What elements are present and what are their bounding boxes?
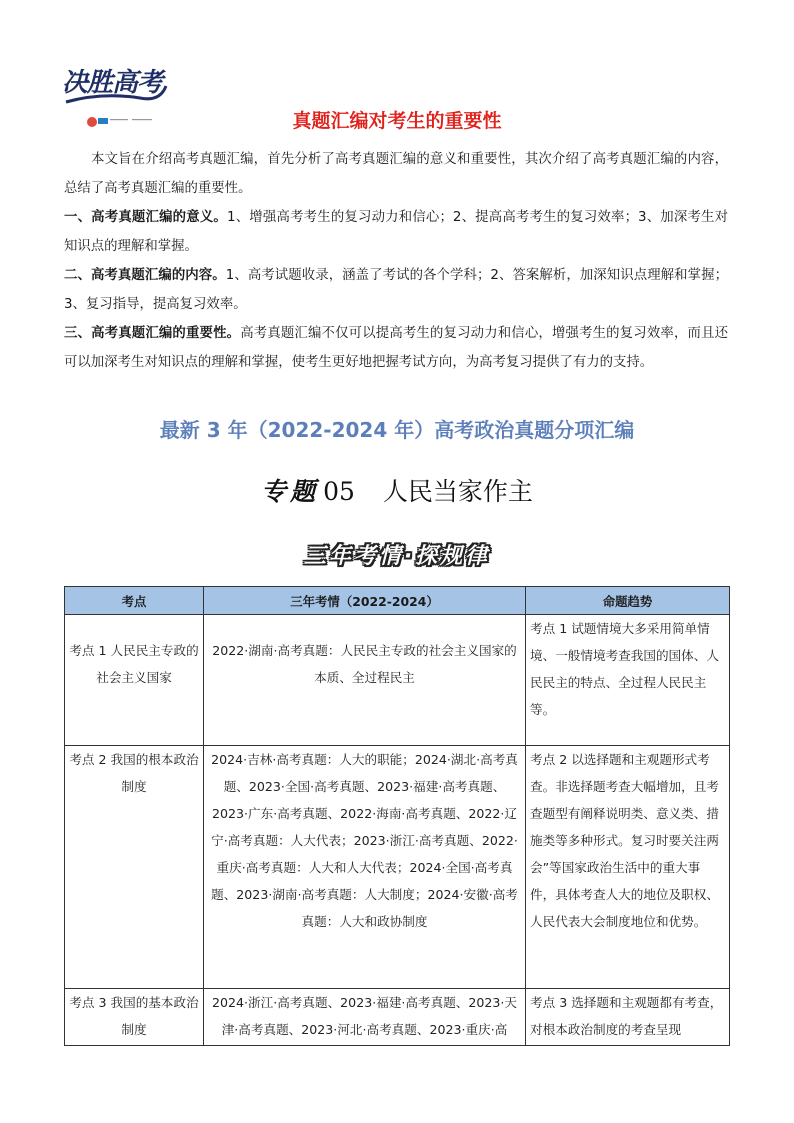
table-cell-point: 考点 3 我国的基本政治制度	[65, 989, 204, 1046]
table-cell-trend: 考点 3 选择题和主观题都有考查，对根本政治制度的考查呈现	[526, 989, 730, 1046]
table-cell-exams: 2024·浙江·高考真题、2023·福建·高考真题、2023·天津·高考真题、2023·河北·高考真题、2023·重庆·高	[204, 989, 526, 1046]
table-cell-trend: 考点 2 以选择题和主观题形式考查。非选择题考查大幅增加，且考查题型有阐释说明类、意义类、措施类等多种形式。复习时要关注两会”等国家政治生活中的重大事件，具体考查人大的地位及职权、人民代表大会制度地位和优势。	[526, 746, 730, 989]
section-body: 1、高考试题收录，涵盖了考试的各个学科；2、答案解析，加深知识点理解和掌握；3、复习指导，提高复习效率。	[64, 268, 729, 312]
column-header: 命题趋势	[526, 587, 730, 615]
section-heading: 二、高考真题汇编的内容。	[64, 268, 226, 283]
section-meaning	[64, 203, 728, 261]
compilation-subtitle: 最新 3 年（2022-2024 年）高考政治真题分项汇编	[159, 418, 635, 442]
table-cell-point: 考点 1 人民民主专政的社会主义国家	[65, 615, 204, 746]
section-body: 高考真题汇编不仅可以提高考生的复习动力和信心，增强考生的复习效率，而且还可以加深考生对知识点的理解和掌握，使考生更好地把握考试方向，为高考复习提供了有力的支持。	[64, 326, 729, 370]
table-cell-point: 考点 2 我国的根本政治制度	[65, 746, 204, 989]
table-cell-exams: 2024·吉林·高考真题：人大的职能；2024·湖北·高考真题、2023·全国·高考真题、2023·福建·高考真题、2023·广东·高考真题、2022·海南·高考真题、2022·辽宁·高考真题：人大代表；2023·浙江·高考真题、2022·重庆·高考真题：人大和人大代表；2024·全国·高考真题、2023·湖南·高考真题：人大制度；2024·安徽·高考真题：人大和政协制度	[204, 746, 526, 989]
intro-paragraph: 本文旨在介绍高考真题汇编，首先分析了高考真题汇编的意义和重要性，其次介绍了高考真题汇编的内容，总结了高考真题汇编的重要性。	[64, 152, 728, 196]
column-header: 考点	[65, 587, 204, 615]
column-header: 三年考情（2022-2024）	[204, 587, 526, 615]
section-importance	[64, 319, 728, 377]
table-row	[65, 615, 730, 746]
topic-number: 05	[323, 477, 355, 506]
section-body: 1、增强高考考生的复习动力和信心；2、提高高考考生的复习效率；3、加深考生对知识点的理解和掌握。	[64, 210, 729, 254]
table-row	[65, 746, 730, 989]
section-heading: 三、高考真题汇编的重要性。	[64, 326, 241, 341]
topic-tag: 专题	[261, 477, 320, 506]
logo-text: 决胜高考	[62, 68, 163, 98]
section-content	[64, 261, 728, 319]
table-cell-trend: 考点 1 试题情境大多采用简单情境、一般情境考查我国的国体、人民民主的特点、全过程人民民主等。	[526, 615, 730, 746]
table-header-row	[65, 587, 730, 615]
table-row	[65, 989, 730, 1046]
topic-heading	[0, 472, 794, 508]
table-cell-exams: 2022·湖南·高考真题：人民民主专政的社会主义国家的本质、全过程民主	[204, 615, 526, 746]
topic-name: 人民当家作主	[382, 477, 533, 506]
banner-text: 三年考情·探规律	[303, 544, 491, 569]
exam-analysis-table	[64, 586, 730, 1046]
section-heading: 一、高考真题汇编的意义。	[64, 210, 228, 225]
section-banner	[0, 537, 794, 572]
page-title: 真题汇编对考生的重要性	[292, 110, 502, 132]
